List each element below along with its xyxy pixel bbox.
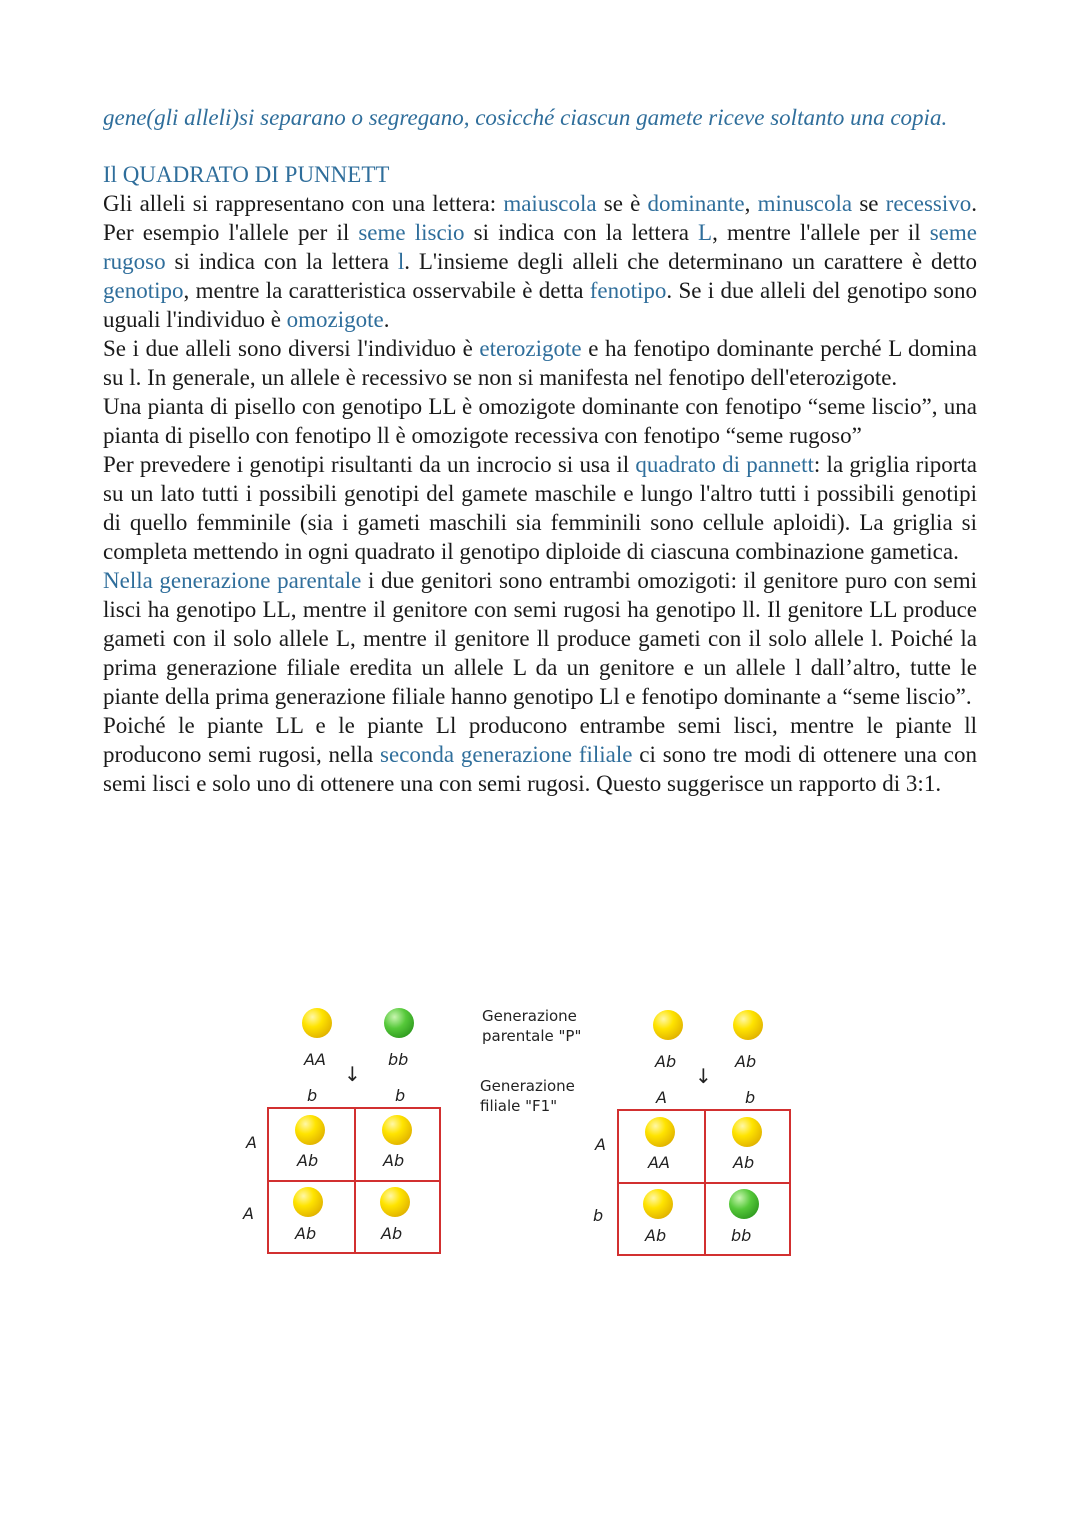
term-eterozigote: eterozigote [479, 336, 582, 361]
term-fenotipo: fenotipo [589, 278, 667, 303]
arrow-down-icon: ↓ [695, 1064, 712, 1088]
term-seme-liscio: seme liscio [358, 220, 465, 245]
cell-genotype: Ab [645, 1226, 667, 1245]
intro-line: gene(gli alleli)si separano o segregano, cosicché ciascun gamete riceve soltanto una copia. [103, 105, 948, 130]
text: si indica con la lettera [464, 220, 699, 245]
document-body [103, 103, 977, 798]
text: : la griglia riporta su un lato tutti i possibili genotipi del gamete maschile e lungo l'altro tutti i possibili genotipi di quello femminile (sia i gameti maschili sia femminili sono cellule aploidi). La griglia si completa mettendo in ogni quadrato il genotipo diploide di ciascuna combinazione gametica. [103, 452, 977, 564]
cell-genotype: bb [731, 1226, 752, 1245]
gamete-top-1: A [656, 1088, 667, 1107]
cell-seed [643, 1189, 673, 1219]
term-quadrato: quadrato di pannett [635, 452, 814, 477]
text: Se i due alleli sono diversi l'individuo è [103, 336, 480, 361]
parent-seed-2 [733, 1010, 763, 1040]
cell-genotype: Ab [383, 1151, 405, 1170]
grid-divider [269, 1180, 439, 1182]
term-L: L [698, 220, 713, 245]
text: . Per esempio l'allele per il [103, 191, 977, 245]
parent-seed-1 [653, 1010, 683, 1040]
cell-genotype: AA [648, 1153, 670, 1172]
term-l: l [397, 249, 405, 274]
cell-seed [295, 1115, 325, 1145]
text: , mentre la caratteristica osservabile è detta [183, 278, 590, 303]
cell-seed [729, 1189, 759, 1219]
gamete-side-1: A [246, 1133, 257, 1152]
gamete-side-2: b [593, 1206, 604, 1225]
grid-divider [619, 1182, 789, 1184]
caption-generazione-parentale: Generazione parentale "P" [482, 1007, 582, 1045]
text: . [383, 307, 390, 332]
term-recessivo: recessivo [885, 191, 972, 216]
parent-genotype-1: AA [304, 1050, 326, 1069]
parent-genotype-1: Ab [655, 1052, 677, 1071]
paragraph-pisello: Una pianta di pisello con genotipo LL è omozigote dominante con fenotipo “seme liscio”, una pianta di pisello con fenotipo ll è omozigote recessiva con fenotipo “seme rugoso” [103, 394, 977, 448]
text: , [744, 191, 758, 216]
paragraph-punnett [103, 450, 977, 566]
cell-seed [382, 1115, 412, 1145]
text: Per prevedere i genotipi risultanti da un incrocio si usa il [103, 452, 636, 477]
cell-seed [293, 1187, 323, 1217]
cell-genotype: Ab [381, 1224, 403, 1243]
text: . L'insieme degli alleli che determinano un carattere è detto [404, 249, 977, 274]
text: se [852, 191, 886, 216]
cell-genotype: Ab [733, 1153, 755, 1172]
cell-genotype: Ab [297, 1151, 319, 1170]
term-maiuscola: maiuscola [503, 191, 597, 216]
term-omozigote: omozigote [286, 307, 384, 332]
text: , mentre l'allele per il [712, 220, 930, 245]
term-dominante: dominante [647, 191, 745, 216]
term-seconda-generazione: seconda generazione filiale [380, 742, 633, 767]
punnett-grid-right [617, 1109, 791, 1256]
parent-seed-1 [302, 1008, 332, 1038]
term-genotipo: genotipo [103, 278, 184, 303]
text: si indica con la lettera [165, 249, 398, 274]
gamete-side-1: A [595, 1135, 606, 1154]
punnett-grid-left [267, 1107, 441, 1254]
text: se è [596, 191, 648, 216]
term-seme-rugoso: seme rugoso [103, 220, 977, 274]
text: ci sono tre modi di ottenere una con semi lisci e solo uno di ottenere una con semi rugosi. Questo suggerisce un rapporto di 3:1. [103, 742, 977, 796]
paragraph-eterozigote [103, 334, 977, 392]
cell-seed [645, 1117, 675, 1147]
gamete-side-2: A [243, 1204, 254, 1223]
paragraph-parentale [103, 566, 977, 711]
text: e ha fenotipo dominante perché L domina su l. In generale, un allele è recessivo se non si manifesta nel fenotipo dell'eterozigote. [103, 336, 977, 390]
cell-seed [732, 1117, 762, 1147]
paragraph-alleli [103, 189, 977, 334]
text: Gli alleli si rappresentano con una lettera: [103, 191, 504, 216]
arrow-down-icon: ↓ [344, 1062, 361, 1086]
section-heading: Il QUADRATO DI PUNNETT [103, 162, 390, 187]
text: . Se i due alleli del genotipo sono uguali l'individuo è [103, 278, 977, 332]
caption-generazione-filiale: Generazione filiale "F1" [480, 1077, 575, 1115]
term-minuscola: minuscola [757, 191, 853, 216]
parent-seed-2 [384, 1008, 414, 1038]
paragraph-seconda [103, 711, 977, 798]
gamete-top-2: b [745, 1088, 756, 1107]
text: i due genitori sono entrambi omozigoti: il genitore puro con semi lisci ha genotipo LL, mentre il genitore con semi rugosi ha genotipo ll. Il genitore LL produce gameti con il solo allele L, mentre il genitore ll produce gameti con il solo allele l. Poiché la prima generazione filiale eredita un allele L da un genitore e un allele l dall’altro, tutte le piante della prima generazione filiale hanno genotipo Ll e fenotipo dominante a “seme liscio”. [103, 568, 977, 709]
gamete-top-1: b [307, 1086, 318, 1105]
cell-genotype: Ab [295, 1224, 317, 1243]
term-generazione-parentale: Nella generazione parentale [103, 568, 362, 593]
gamete-top-2: b [395, 1086, 406, 1105]
parent-genotype-2: bb [388, 1050, 409, 1069]
text: Poiché le piante LL e le piante Ll producono entrambe semi lisci, mentre le piante ll producono semi rugosi, nella [103, 713, 977, 767]
parent-genotype-2: Ab [735, 1052, 757, 1071]
cell-seed [380, 1187, 410, 1217]
